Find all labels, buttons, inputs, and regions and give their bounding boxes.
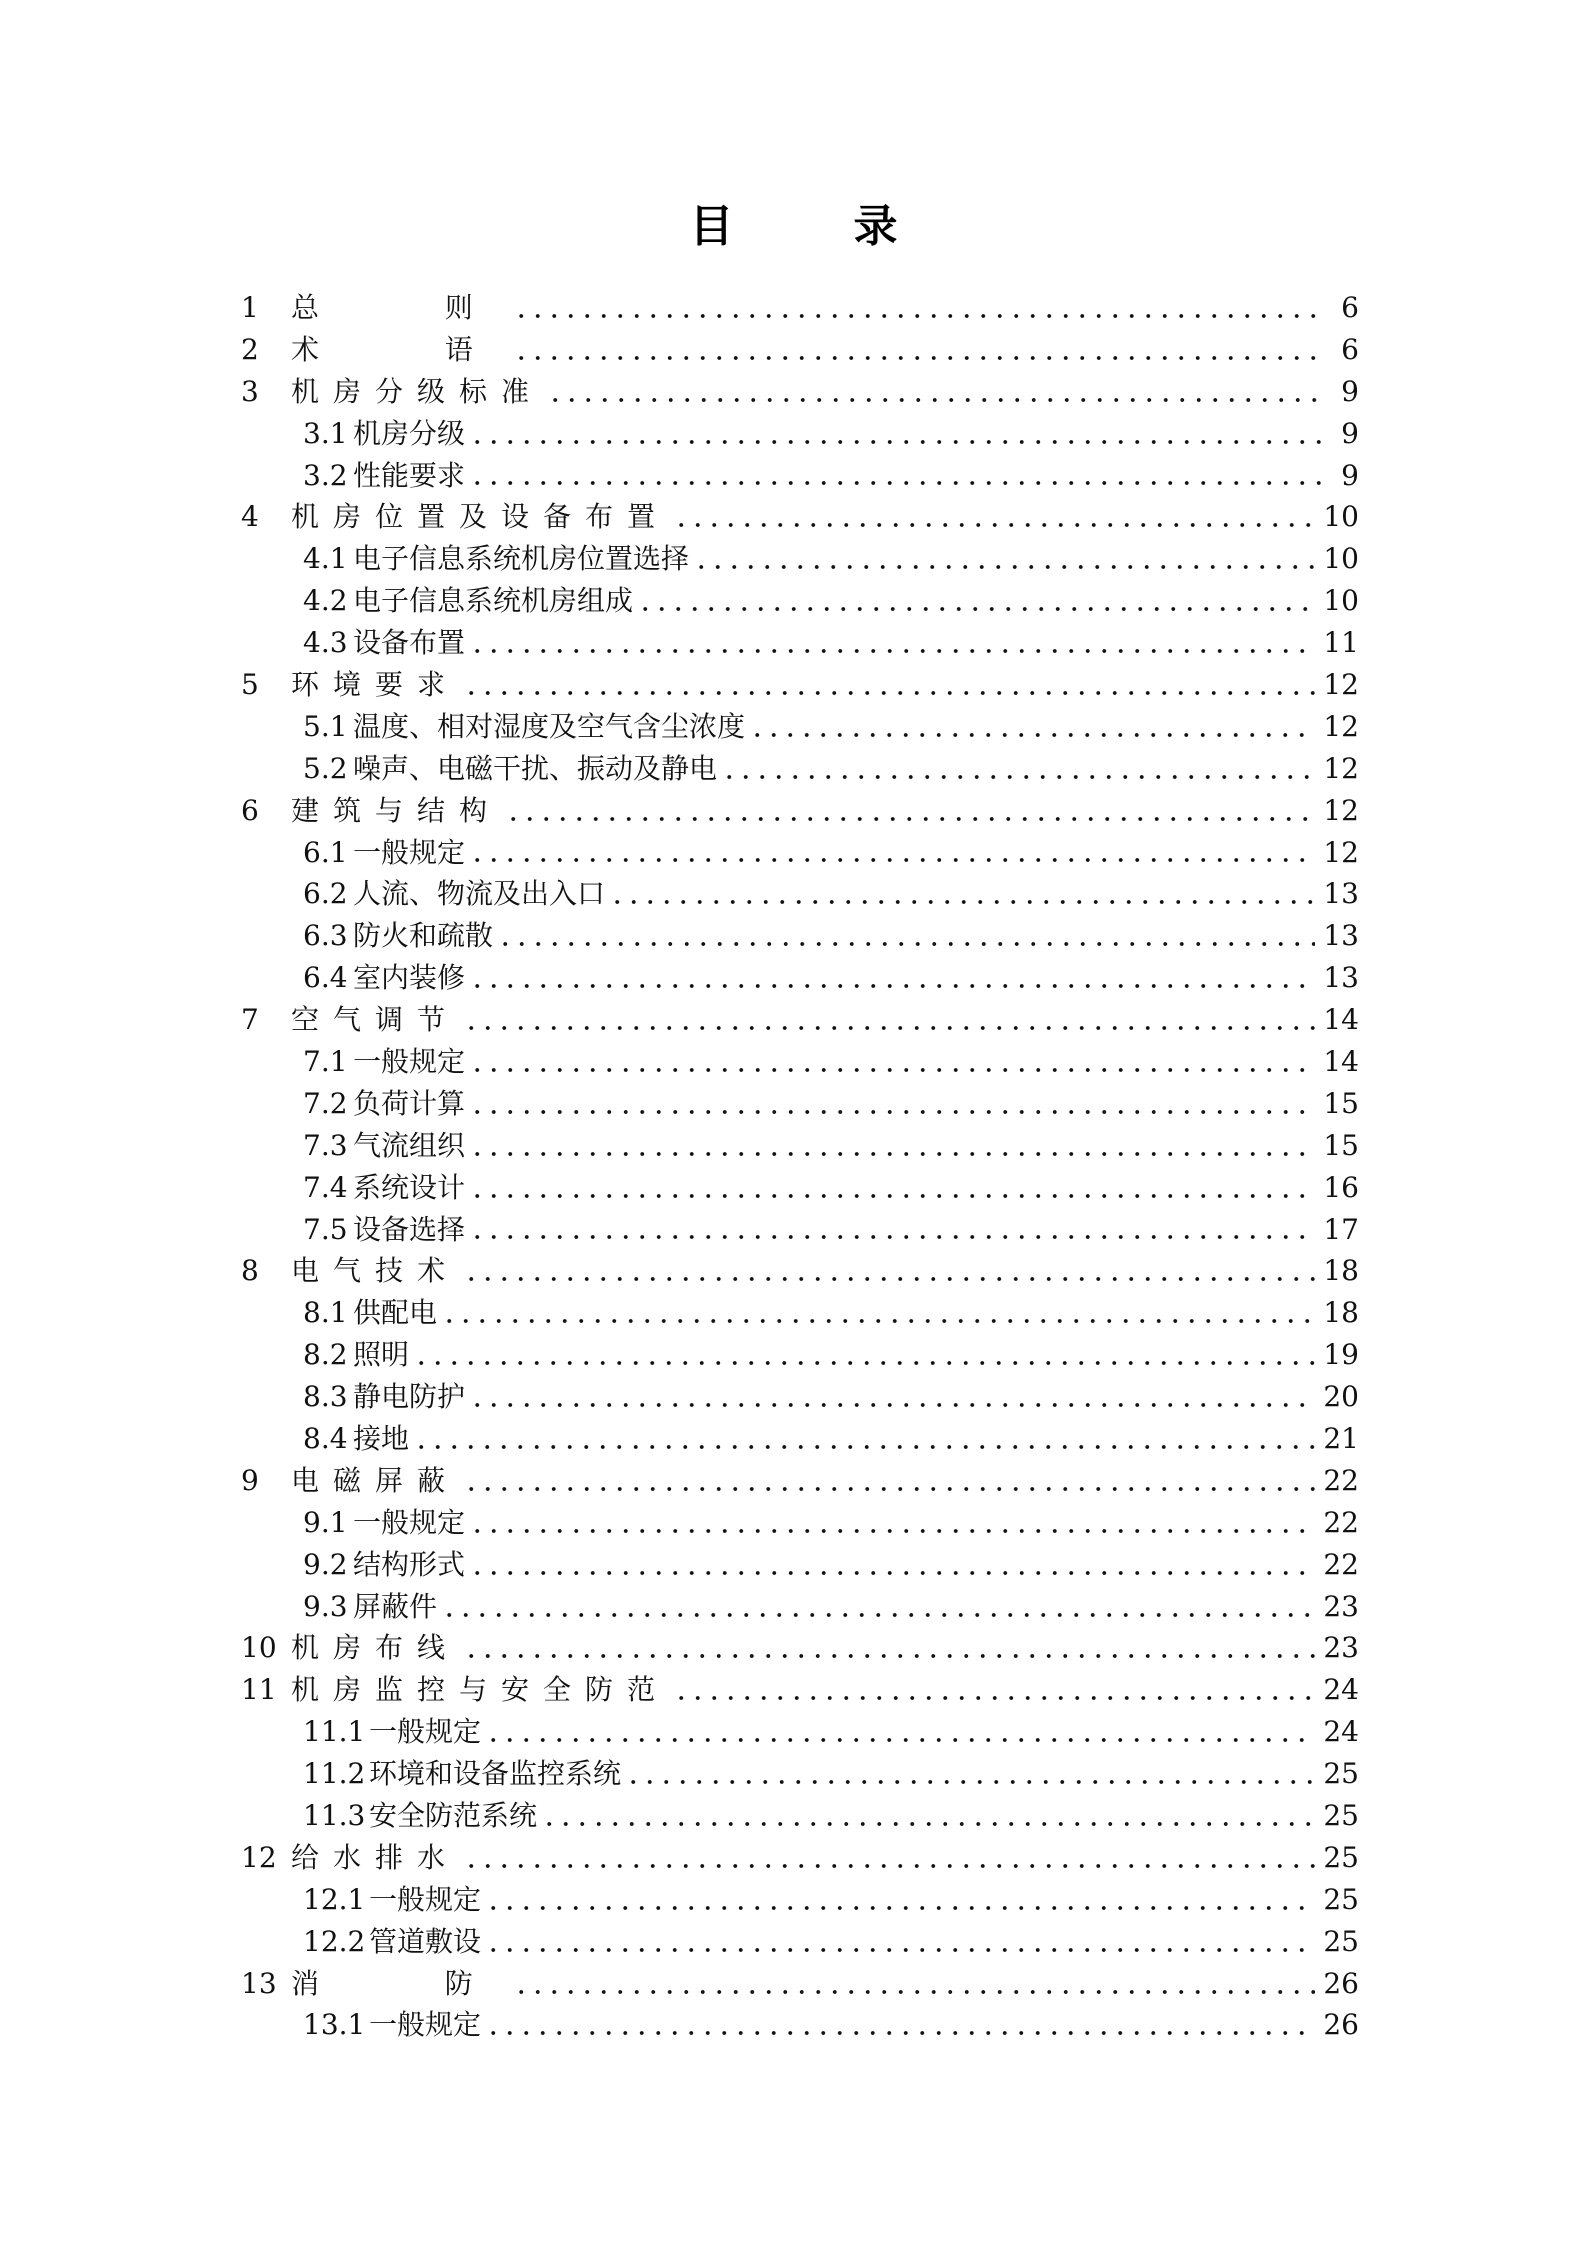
page-title: 目录	[689, 201, 1018, 252]
dot-leader	[469, 855, 1315, 865]
toc-entry-number: 13.1	[303, 2008, 366, 2042]
toc-entry-number: 12	[241, 1840, 277, 1874]
dot-leader	[469, 1568, 1315, 1578]
toc-page-number: 25	[1323, 1924, 1359, 1958]
toc-entry-title: 术 语	[291, 332, 509, 366]
toc-entry-label	[241, 626, 466, 660]
toc-entry-number: 10	[241, 1631, 277, 1665]
toc-entry-title: 机房位置及设备布置	[291, 500, 670, 534]
toc-entry-title: 电子信息系统机房组成	[353, 584, 634, 618]
dot-leader	[463, 1651, 1315, 1661]
toc-chapter-entry[interactable]	[241, 664, 1359, 706]
toc-section-entry[interactable]	[241, 1586, 1359, 1628]
toc-chapter-entry[interactable]	[241, 329, 1359, 371]
dot-leader	[505, 814, 1315, 824]
dot-leader	[469, 646, 1315, 656]
toc-entry-label	[241, 1212, 466, 1246]
toc-entry-label	[241, 1631, 460, 1665]
toc-entry-title: 系统设计	[353, 1170, 466, 1204]
toc-page-number: 9	[1341, 416, 1359, 450]
toc-entry-title: 一般规定	[369, 1882, 482, 1916]
toc-page-number: 23	[1323, 1589, 1359, 1623]
toc-entry-label	[241, 290, 509, 324]
dot-leader	[497, 939, 1315, 949]
toc-entry-label	[241, 1170, 466, 1204]
toc-entry-title: 电子信息系统机房位置选择	[353, 542, 690, 576]
dot-leader	[469, 1149, 1315, 1159]
toc-entry-title: 负荷计算	[353, 1086, 466, 1120]
toc-entry-title: 机房布线	[291, 1631, 460, 1665]
toc-page-number: 6	[1341, 290, 1359, 324]
toc-entry-title: 静电防护	[353, 1380, 466, 1414]
toc-entry-title: 消 防	[291, 1966, 509, 2000]
toc-entry-title: 安全防范系统	[369, 1799, 538, 1832]
toc-page-number: 13	[1323, 961, 1359, 995]
dot-leader	[637, 604, 1315, 614]
toc-section-entry[interactable]	[241, 1795, 1359, 1837]
toc-entry-number: 3.1	[303, 416, 348, 450]
toc-entry-title: 供配电	[353, 1296, 438, 1330]
dot-leader	[441, 1610, 1315, 1620]
toc-entry-number: 6.3	[303, 919, 348, 953]
dot-leader	[469, 981, 1315, 991]
toc-entry-label	[241, 667, 460, 701]
dot-leader	[609, 897, 1315, 907]
dot-leader	[469, 1526, 1315, 1536]
toc-section-entry[interactable]	[241, 1334, 1359, 1376]
toc-entry-number: 8	[241, 1254, 259, 1288]
toc-page-number: 10	[1323, 542, 1359, 576]
toc-page-number: 11	[1323, 626, 1359, 660]
toc-section-entry[interactable]	[241, 1125, 1359, 1167]
toc-page-number: 12	[1323, 751, 1359, 785]
toc-page-number: 20	[1323, 1380, 1359, 1414]
toc-entry-number: 13	[241, 1966, 277, 2000]
toc-page-number: 6	[1341, 332, 1359, 366]
toc-entry-label	[241, 1799, 538, 1832]
toc-entry-label	[241, 1380, 466, 1414]
toc-entry-number: 7	[241, 1003, 259, 1037]
toc-page-number: 16	[1323, 1170, 1359, 1204]
toc-entry-number: 11.2	[303, 1757, 366, 1791]
toc-page-number: 12	[1323, 709, 1359, 743]
toc-entry-number: 7.4	[303, 1170, 348, 1204]
dot-leader	[721, 772, 1315, 782]
toc-page-number: 22	[1323, 1505, 1359, 1539]
dot-leader	[513, 311, 1321, 321]
dot-leader	[541, 1819, 1315, 1829]
toc-entry-label	[241, 374, 544, 408]
toc-entry-number: 4.1	[303, 542, 348, 576]
toc-chapter-entry[interactable]	[241, 1963, 1359, 2005]
toc-entry-title: 设备选择	[353, 1212, 466, 1246]
toc-entry-number: 5.1	[303, 709, 348, 743]
toc-page-number: 22	[1323, 1463, 1359, 1497]
toc-entry-label	[241, 1715, 482, 1749]
toc-section-entry[interactable]	[241, 706, 1359, 748]
toc-entry-title: 环境要求	[291, 667, 460, 701]
dot-leader	[673, 1693, 1315, 1703]
toc-entry-title: 室内装修	[353, 961, 466, 995]
toc-entry-number: 8.2	[303, 1338, 348, 1372]
toc-entry-title: 气流组织	[353, 1128, 466, 1162]
toc-entry-label	[241, 919, 494, 953]
toc-page-number: 9	[1341, 458, 1359, 492]
toc-entry-label	[241, 751, 718, 785]
toc-entry-label	[241, 1589, 438, 1623]
toc-page-number: 14	[1323, 1044, 1359, 1078]
toc-entry-label	[241, 500, 670, 534]
toc-section-entry[interactable]	[241, 622, 1359, 664]
toc-section-entry[interactable]	[241, 580, 1359, 622]
toc-entry-title: 温度、相对湿度及空气含尘浓度	[353, 709, 746, 743]
toc-entry-number: 9.2	[303, 1547, 348, 1581]
toc-page-number: 10	[1323, 584, 1359, 618]
dot-leader	[673, 520, 1315, 530]
toc-section-entry[interactable]	[241, 1502, 1359, 1544]
toc-entry-number: 6.4	[303, 961, 348, 995]
toc-page-number: 26	[1323, 2008, 1359, 2042]
toc-section-entry[interactable]	[241, 957, 1359, 999]
dot-leader	[469, 1107, 1315, 1117]
toc-section-entry[interactable]	[241, 748, 1359, 790]
toc-section-entry[interactable]	[241, 1418, 1359, 1460]
toc-section-entry[interactable]	[241, 1083, 1359, 1125]
toc-entry-number: 11.1	[303, 1715, 366, 1749]
toc-chapter-entry[interactable]	[241, 999, 1359, 1041]
toc-entry-label	[241, 1338, 410, 1372]
dot-leader	[463, 1861, 1315, 1871]
toc-section-entry[interactable]	[241, 455, 1359, 497]
toc-chapter-entry[interactable]	[241, 790, 1359, 832]
toc-entry-number: 7.1	[303, 1044, 348, 1078]
toc-page-number: 12	[1323, 835, 1359, 869]
toc-entry-title: 性能要求	[353, 458, 466, 492]
toc-entry-label	[241, 1086, 466, 1120]
toc-entry-label	[241, 1840, 460, 1874]
dot-leader	[749, 730, 1315, 740]
toc-page-number: 14	[1323, 1003, 1359, 1037]
toc-entry-label	[241, 1882, 482, 1916]
toc-entry-number: 8.1	[303, 1296, 348, 1330]
toc-chapter-entry[interactable]	[241, 496, 1359, 538]
toc-entry-label	[241, 2008, 482, 2042]
toc-entry-title: 一般规定	[353, 1044, 466, 1078]
dot-leader	[485, 2028, 1315, 2038]
table-of-contents	[241, 287, 1359, 2046]
toc-page-number: 12	[1323, 793, 1359, 827]
toc-section-entry[interactable]	[241, 832, 1359, 874]
toc-section-entry[interactable]	[241, 1041, 1359, 1083]
toc-entry-number: 6.1	[303, 835, 348, 869]
toc-entry-number: 3	[241, 374, 259, 408]
dot-leader	[469, 1232, 1315, 1242]
toc-entry-label	[241, 1421, 410, 1455]
toc-entry-title: 设备布置	[353, 626, 466, 660]
toc-section-entry[interactable]	[241, 1544, 1359, 1586]
toc-entry-number: 12.1	[303, 1882, 366, 1916]
toc-entry-label	[241, 1547, 466, 1581]
toc-entry-label	[241, 961, 466, 995]
toc-entry-label	[241, 1254, 460, 1288]
toc-entry-number: 9.3	[303, 1589, 348, 1623]
dot-leader	[463, 1484, 1315, 1494]
toc-page-number: 15	[1323, 1128, 1359, 1162]
dot-leader	[547, 395, 1321, 405]
toc-entry-label	[241, 1505, 466, 1539]
toc-section-entry[interactable]	[241, 915, 1359, 957]
dot-leader	[469, 478, 1321, 488]
toc-chapter-entry[interactable]	[241, 1669, 1359, 1711]
dot-leader	[513, 353, 1321, 363]
toc-section-entry[interactable]	[241, 1209, 1359, 1251]
toc-entry-title: 电磁屏蔽	[291, 1463, 460, 1497]
toc-section-entry[interactable]	[241, 1921, 1359, 1963]
toc-section-entry[interactable]	[241, 413, 1359, 455]
toc-entry-label	[241, 458, 466, 492]
toc-page-number: 17	[1323, 1212, 1359, 1246]
toc-section-entry[interactable]	[241, 538, 1359, 580]
toc-entry-title: 空气调节	[291, 1003, 460, 1037]
toc-entry-label	[241, 1924, 482, 1958]
toc-entry-number: 1	[241, 290, 259, 324]
toc-entry-label	[241, 1128, 466, 1162]
toc-entry-number: 8.3	[303, 1380, 348, 1414]
toc-section-entry[interactable]	[241, 1292, 1359, 1334]
toc-section-entry[interactable]	[241, 1376, 1359, 1418]
toc-entry-title: 一般规定	[353, 835, 466, 869]
toc-entry-label	[241, 542, 690, 576]
toc-page-number: 19	[1323, 1338, 1359, 1372]
toc-entry-number: 4	[241, 500, 259, 534]
dot-leader	[485, 1735, 1315, 1745]
dot-leader	[441, 1316, 1315, 1326]
toc-page-number: 23	[1323, 1631, 1359, 1665]
toc-entry-label	[241, 416, 466, 450]
toc-section-entry[interactable]	[241, 2005, 1359, 2047]
toc-entry-title: 环境和设备监控系统	[369, 1757, 622, 1791]
toc-entry-label	[241, 793, 502, 827]
toc-entry-title: 机房监控与安全防范	[291, 1673, 670, 1707]
toc-page-number: 26	[1323, 1966, 1359, 2000]
toc-entry-label	[241, 877, 606, 911]
dot-leader	[693, 562, 1315, 572]
toc-entry-label	[241, 1757, 622, 1791]
toc-entry-label	[241, 835, 466, 869]
toc-entry-number: 11.3	[303, 1799, 366, 1832]
toc-entry-title: 机房分级	[353, 416, 466, 450]
toc-entry-number: 9	[241, 1463, 259, 1497]
toc-entry-number: 12.2	[303, 1924, 366, 1958]
toc-page-number: 21	[1323, 1421, 1359, 1455]
toc-entry-number: 7.3	[303, 1128, 348, 1162]
toc-entry-title: 建筑与结构	[291, 793, 502, 827]
toc-entry-label	[241, 1966, 509, 2000]
toc-entry-label	[241, 1003, 460, 1037]
toc-entry-number: 7.5	[303, 1212, 348, 1246]
toc-entry-title: 管道敷设	[369, 1924, 482, 1958]
toc-entry-number: 5	[241, 667, 259, 701]
toc-section-entry[interactable]	[241, 1879, 1359, 1921]
toc-page-number: 13	[1323, 877, 1359, 911]
toc-entry-title: 屏蔽件	[353, 1589, 438, 1623]
toc-page-number: 25	[1323, 1882, 1359, 1916]
toc-entry-title: 人流、物流及出入口	[353, 877, 606, 911]
toc-chapter-entry[interactable]	[241, 1460, 1359, 1502]
toc-page-number: 13	[1323, 919, 1359, 953]
toc-entry-title: 电气技术	[291, 1254, 460, 1288]
toc-entry-label	[241, 584, 634, 618]
toc-entry-label	[241, 1296, 438, 1330]
toc-entry-number: 8.4	[303, 1421, 348, 1455]
dot-leader	[413, 1442, 1315, 1452]
dot-leader	[463, 688, 1315, 698]
toc-entry-label	[241, 332, 509, 366]
toc-page-number: 24	[1323, 1673, 1359, 1707]
toc-entry-title: 一般规定	[369, 1715, 482, 1749]
toc-page-number: 22	[1323, 1547, 1359, 1581]
toc-entry-title: 总 则	[291, 290, 509, 324]
dot-leader	[463, 1274, 1315, 1284]
toc-section-entry[interactable]	[241, 1753, 1359, 1795]
toc-chapter-entry[interactable]	[241, 371, 1359, 413]
toc-entry-number: 6.2	[303, 877, 348, 911]
toc-entry-title: 接地	[353, 1421, 410, 1455]
dot-leader	[625, 1777, 1315, 1787]
toc-entry-label	[241, 1044, 466, 1078]
dot-leader	[463, 1023, 1315, 1033]
toc-section-entry[interactable]	[241, 1711, 1359, 1753]
toc-entry-number: 5.2	[303, 751, 348, 785]
toc-entry-title: 噪声、电磁干扰、振动及静电	[353, 751, 718, 785]
dot-leader	[485, 1903, 1315, 1913]
toc-entry-number: 2	[241, 332, 259, 366]
toc-entry-number: 9.1	[303, 1505, 348, 1539]
toc-entry-label	[241, 1673, 670, 1707]
dot-leader	[469, 437, 1321, 447]
toc-entry-number: 4.3	[303, 626, 348, 660]
toc-entry-title: 照明	[353, 1338, 410, 1372]
toc-chapter-entry[interactable]	[241, 1628, 1359, 1670]
toc-entry-label	[241, 1463, 460, 1497]
toc-page-number: 10	[1323, 500, 1359, 534]
toc-page-number: 25	[1323, 1799, 1359, 1832]
toc-entry-label	[241, 709, 746, 743]
toc-page-number: 15	[1323, 1086, 1359, 1120]
toc-page-number: 9	[1341, 374, 1359, 408]
dot-leader	[485, 1945, 1315, 1955]
dot-leader	[469, 1191, 1315, 1201]
dot-leader	[413, 1358, 1315, 1368]
dot-leader	[469, 1400, 1315, 1410]
toc-entry-title: 结构形式	[353, 1547, 466, 1581]
toc-entry-title: 一般规定	[369, 2008, 482, 2042]
dot-leader	[469, 1065, 1315, 1075]
toc-chapter-entry[interactable]	[241, 1250, 1359, 1292]
toc-chapter-entry[interactable]	[241, 287, 1359, 329]
toc-entry-number: 4.2	[303, 584, 348, 618]
toc-entry-title: 一般规定	[353, 1505, 466, 1539]
toc-entry-number: 11	[241, 1673, 277, 1707]
toc-page-number: 24	[1323, 1715, 1359, 1749]
toc-page-number: 12	[1323, 667, 1359, 701]
toc-section-entry[interactable]	[241, 1167, 1359, 1209]
toc-page-number: 25	[1323, 1757, 1359, 1791]
toc-entry-number: 6	[241, 793, 259, 827]
toc-entry-title: 给水排水	[291, 1840, 460, 1874]
toc-entry-title: 机房分级标准	[291, 374, 544, 408]
toc-page-number: 25	[1323, 1840, 1359, 1874]
toc-entry-number: 3.2	[303, 458, 348, 492]
toc-chapter-entry[interactable]	[241, 1837, 1359, 1879]
dot-leader	[513, 1987, 1316, 1997]
toc-entry-number: 7.2	[303, 1086, 348, 1120]
toc-page-number: 18	[1323, 1296, 1359, 1330]
toc-section-entry[interactable]	[241, 873, 1359, 915]
toc-page-number: 18	[1323, 1254, 1359, 1288]
toc-entry-title: 防火和疏散	[353, 919, 494, 953]
